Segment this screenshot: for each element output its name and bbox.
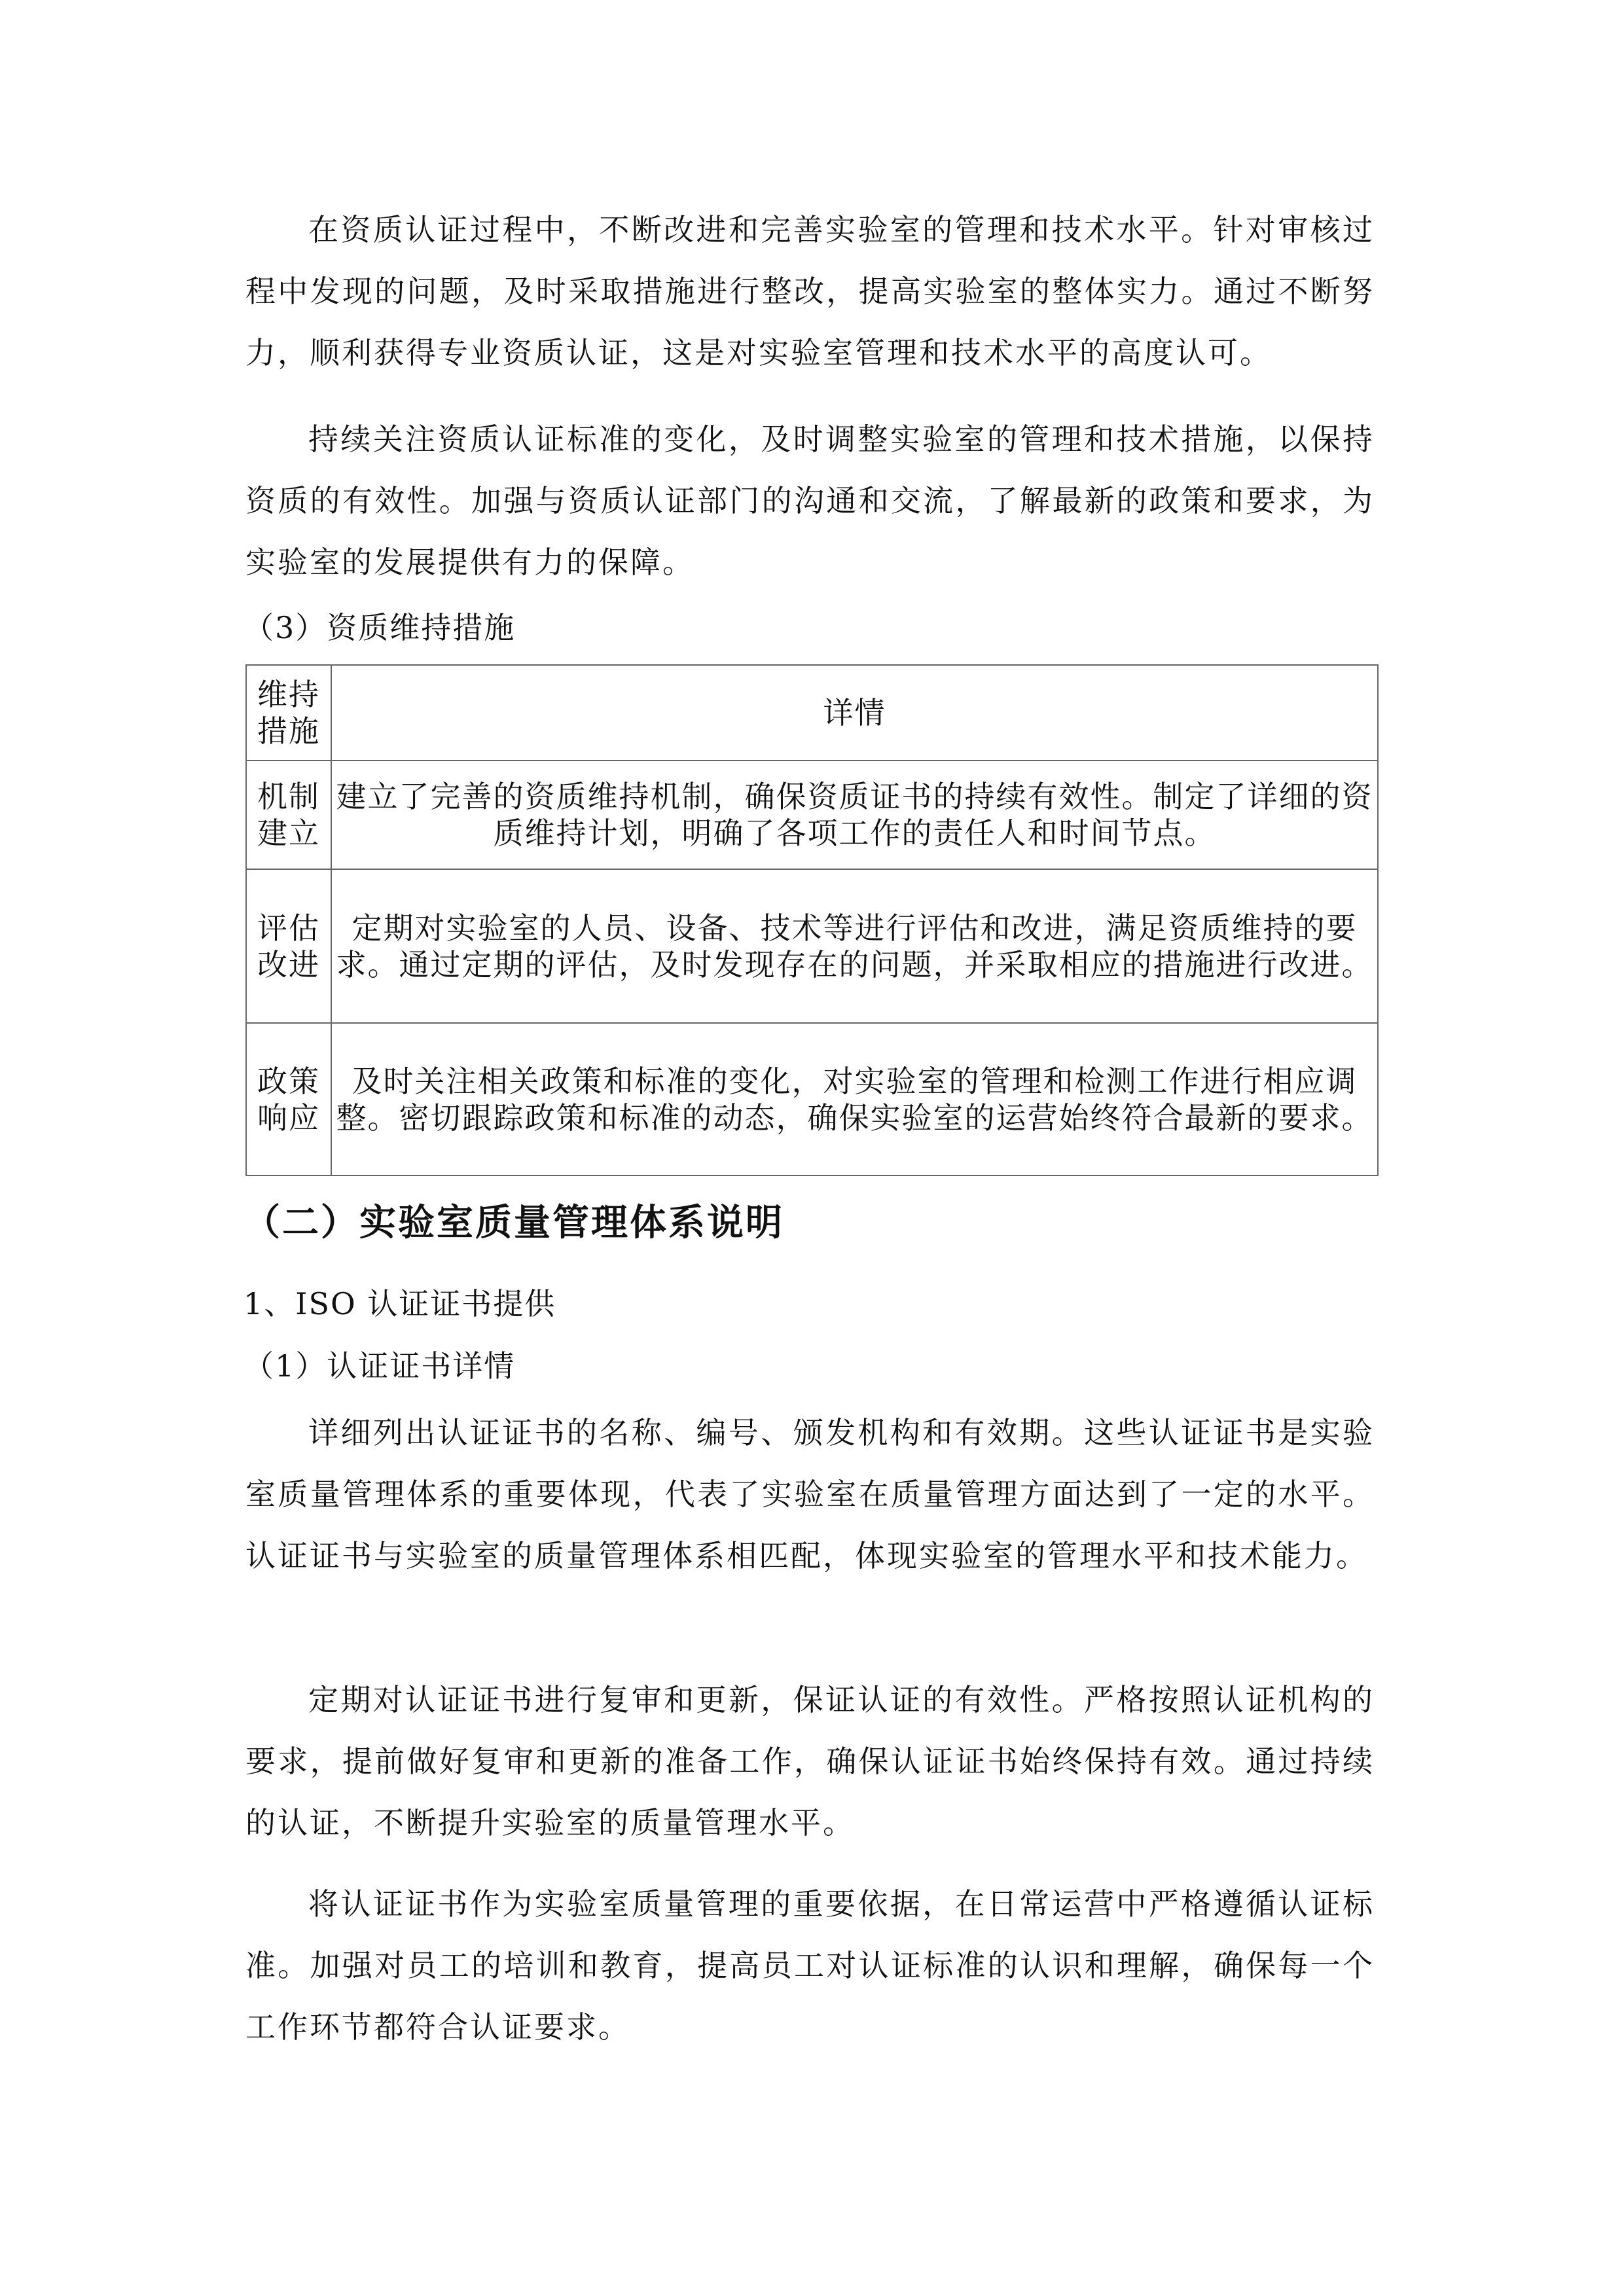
table-cell-detail: 及时关注相关政策和标准的变化，对实验室的管理和检测工作进行相应调整。密切跟踪政策和标准的动态，确保实验室的运营始终符合最新的要求。 (331, 1023, 1378, 1175)
table-row (246, 869, 1378, 1023)
table-cell-detail: 定期对实验室的人员、设备、技术等进行评估和改进，满足资质维持的要求。通过定期的评估，及时发现存在的问题，并采取相应的措施进行改进。 (331, 869, 1378, 1023)
table-caption: （3）资质维持措施 (244, 610, 516, 645)
table-cell-measure: 评估改进 (246, 869, 331, 1023)
paragraph: 持续关注资质认证标准的变化，及时调整实验室的管理和技术措施，以保持资质的有效性。加强与资质认证部门的沟通和交流，了解最新的政策和要求，为实验室的发展提供有力的保障。 (245, 422, 1375, 580)
paragraph: 将认证证书作为实验室质量管理的重要依据，在日常运营中严格遵循认证标准。加强对员工的培训和教育，提高员工对认证标准的认识和理解，确保每一个工作环节都符合认证要求。 (245, 1886, 1375, 2045)
section-heading: （二）实验室质量管理体系说明 (244, 1201, 784, 1244)
table-row (246, 1023, 1378, 1175)
table-row (246, 761, 1378, 869)
table-header-cell: 维持措施 (246, 665, 331, 761)
paragraph: 详细列出认证证书的名称、编号、颁发机构和有效期。这些认证证书是实验室质量管理体系的重要体现，代表了实验室在质量管理方面达到了一定的水平。认证证书与实验室的质量管理体系相匹配，体现实验室的管理水平和技术能力。 (245, 1415, 1375, 1573)
table-cell-detail: 建立了完善的资质维持机制，确保资质证书的持续有效性。制定了详细的资质维持计划，明确了各项工作的责任人和时间节点。 (331, 761, 1378, 869)
paragraph: 定期对认证证书进行复审和更新，保证认证的有效性。严格按照认证机构的要求，提前做好复审和更新的准备工作，确保认证证书始终保持有效。通过持续的认证，不断提升实验室的质量管理水平。 (245, 1682, 1375, 1840)
paragraph: 在资质认证过程中，不断改进和完善实验室的管理和技术水平。针对审核过程中发现的问题，及时采取措施进行整改，提高实验室的整体实力。通过不断努力，顺利获得专业资质认证，这是对实验室管理和技术水平的高度认可。 (245, 212, 1375, 370)
table-cell-measure: 机制建立 (246, 761, 331, 869)
table-header-cell: 详情 (331, 665, 1378, 761)
table-header-row (246, 665, 1378, 761)
table-cell-measure: 政策响应 (246, 1023, 331, 1175)
maintenance-measures-table (245, 664, 1379, 1176)
subheading: 1、ISO 认证证书提供 (244, 1286, 556, 1321)
subheading: （1）认证证书详情 (244, 1348, 516, 1384)
